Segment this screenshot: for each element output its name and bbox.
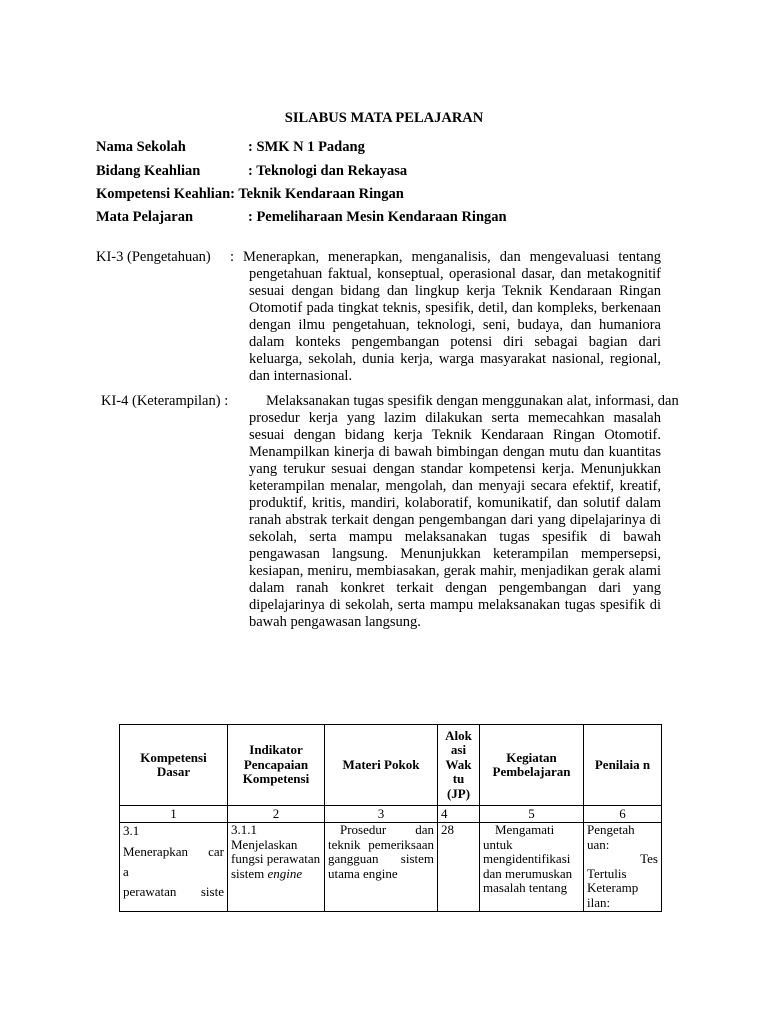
penilaian-3: Tertulis Keteramp ilan: xyxy=(587,865,639,910)
penilaian-1: Pengetah uan: xyxy=(587,822,635,852)
indikator-italic: engine xyxy=(267,865,303,881)
header-penilaian: Penilaia n xyxy=(584,725,662,806)
kd-text-3: perawatan siste xyxy=(123,884,224,899)
col-number: 1 xyxy=(120,806,228,823)
table-header-row xyxy=(120,725,662,806)
table-number-row xyxy=(120,806,662,823)
ki3-text: pengetahuan faktual, konseptual, operasional dasar, dan metakognitif sesuai dengan bidang dan lingkup kerja Teknik Kendaraan Ringan Otomotif pada tingkat teknis, spesifik, detil, dan kompleks, berkenaan dengan ilmu pengetahuan, teknologi, seni, budaya, dan humaniora dalam konteks pengembangan potensi diri sebagai bagian dari keluarga, sekolah, dunia kerja, warga masyarakat nasional, regional, dan internasional. xyxy=(249,266,661,384)
cell-indikator xyxy=(228,823,325,912)
col-number: 6 xyxy=(584,806,662,823)
indikator-text: Menjelaskan fungsi perawatan sistem xyxy=(231,836,321,881)
ki3-label: KI-3 (Pengetahuan) xyxy=(96,249,211,265)
school-label: Nama Sekolah xyxy=(96,139,186,155)
kd-number: 3.1 xyxy=(123,823,140,838)
ki3-first-line: Menerapkan, menerapkan, menganalisis, dan mengevaluasi tentang xyxy=(243,249,661,265)
subject-value: : Pemeliharaan Mesin Kendaraan Ringan xyxy=(248,209,507,225)
ki4-label: KI-4 (Keterampilan) : xyxy=(101,393,229,409)
ki3-colon: : xyxy=(230,249,235,265)
competency-value: Teknik Kendaraan Ringan xyxy=(238,186,404,202)
competency-label: Kompetensi Keahlian: xyxy=(96,186,235,202)
cell-kompetensi-dasar xyxy=(120,823,228,912)
cell-materi-pokok: Prosedur dan teknik pemeriksaan gangguan sistem utama engine xyxy=(325,823,438,912)
col-number: 4 xyxy=(438,806,480,823)
field-label: Bidang Keahlian xyxy=(96,163,201,179)
subject-label: Mata Pelajaran xyxy=(96,209,194,225)
header-kompetensi-dasar: Kompetensi Dasar xyxy=(120,725,228,806)
cell-kegiatan: Mengamati untuk mengidentifikasi dan merumuskan masalah tentang xyxy=(480,823,584,912)
ki4-first-line: Melaksanakan tugas spesifik dengan menggunakan alat, informasi, dan xyxy=(266,393,679,409)
table-row xyxy=(120,823,662,912)
cell-penilaian xyxy=(584,823,662,912)
header-kegiatan: Kegiatan Pembelajaran xyxy=(480,725,584,806)
meta-competency xyxy=(96,186,404,203)
meta-field xyxy=(96,163,407,180)
school-value: : SMK N 1 Padang xyxy=(248,139,365,155)
col-number: 2 xyxy=(228,806,325,823)
syllabus-table xyxy=(119,724,662,912)
document-title: SILABUS MATA PELAJARAN xyxy=(284,110,484,126)
meta-subject xyxy=(96,209,507,226)
header-indikator: Indikator Pencapaian Kompetensi xyxy=(228,725,325,806)
col-number: 3 xyxy=(325,806,438,823)
field-value: : Teknologi dan Rekayasa xyxy=(248,163,408,179)
indikator-number: 3.1.1 xyxy=(231,822,257,837)
ki4-text: prosedur kerja yang lazim dilakukan serta memecahkan masalah sesuai dengan bidang kerja Teknik Kendaraan Ringan Otomotif. Menampilkan kinerja di bawah bimbingan dengan mutu dan kuantitas yang terukur sesuai dengan standar kompetensi kerja. Menunjukkan keterampilan menalar, mengolah, dan menyaji secara efektif, kreatif, produktif, kritis, mandiri, kolaboratif, komunikatif, dan solutif dalam ranah abstrak terkait dengan pengembangan dari yang dipelajarinya di sekolah, serta mampu melaksanakan tugas spesifik di bawah pengawasan langsung. Menunjukkan keterampilan mempersepsi, kesiapan, meniru, membiasakan, gerak mahir, menjadikan gerak alami dalam ranah konkret terkait dengan pengembangan dari yang dipelajarinya di sekolah, serta mampu melaksanakan tugas spesifik di bawah pengawasan langsung. xyxy=(249,410,661,630)
header-materi-pokok: Materi Pokok xyxy=(325,725,438,806)
header-alokasi-waktu: Alok asi Wak tu (JP) xyxy=(438,725,480,806)
kd-text-1: Menerapkan car xyxy=(123,844,224,859)
meta-school xyxy=(96,139,365,156)
col-number: 5 xyxy=(480,806,584,823)
kd-text-2: a xyxy=(123,864,129,879)
cell-alokasi: 28 xyxy=(438,823,480,912)
penilaian-2: Tes xyxy=(640,851,658,866)
